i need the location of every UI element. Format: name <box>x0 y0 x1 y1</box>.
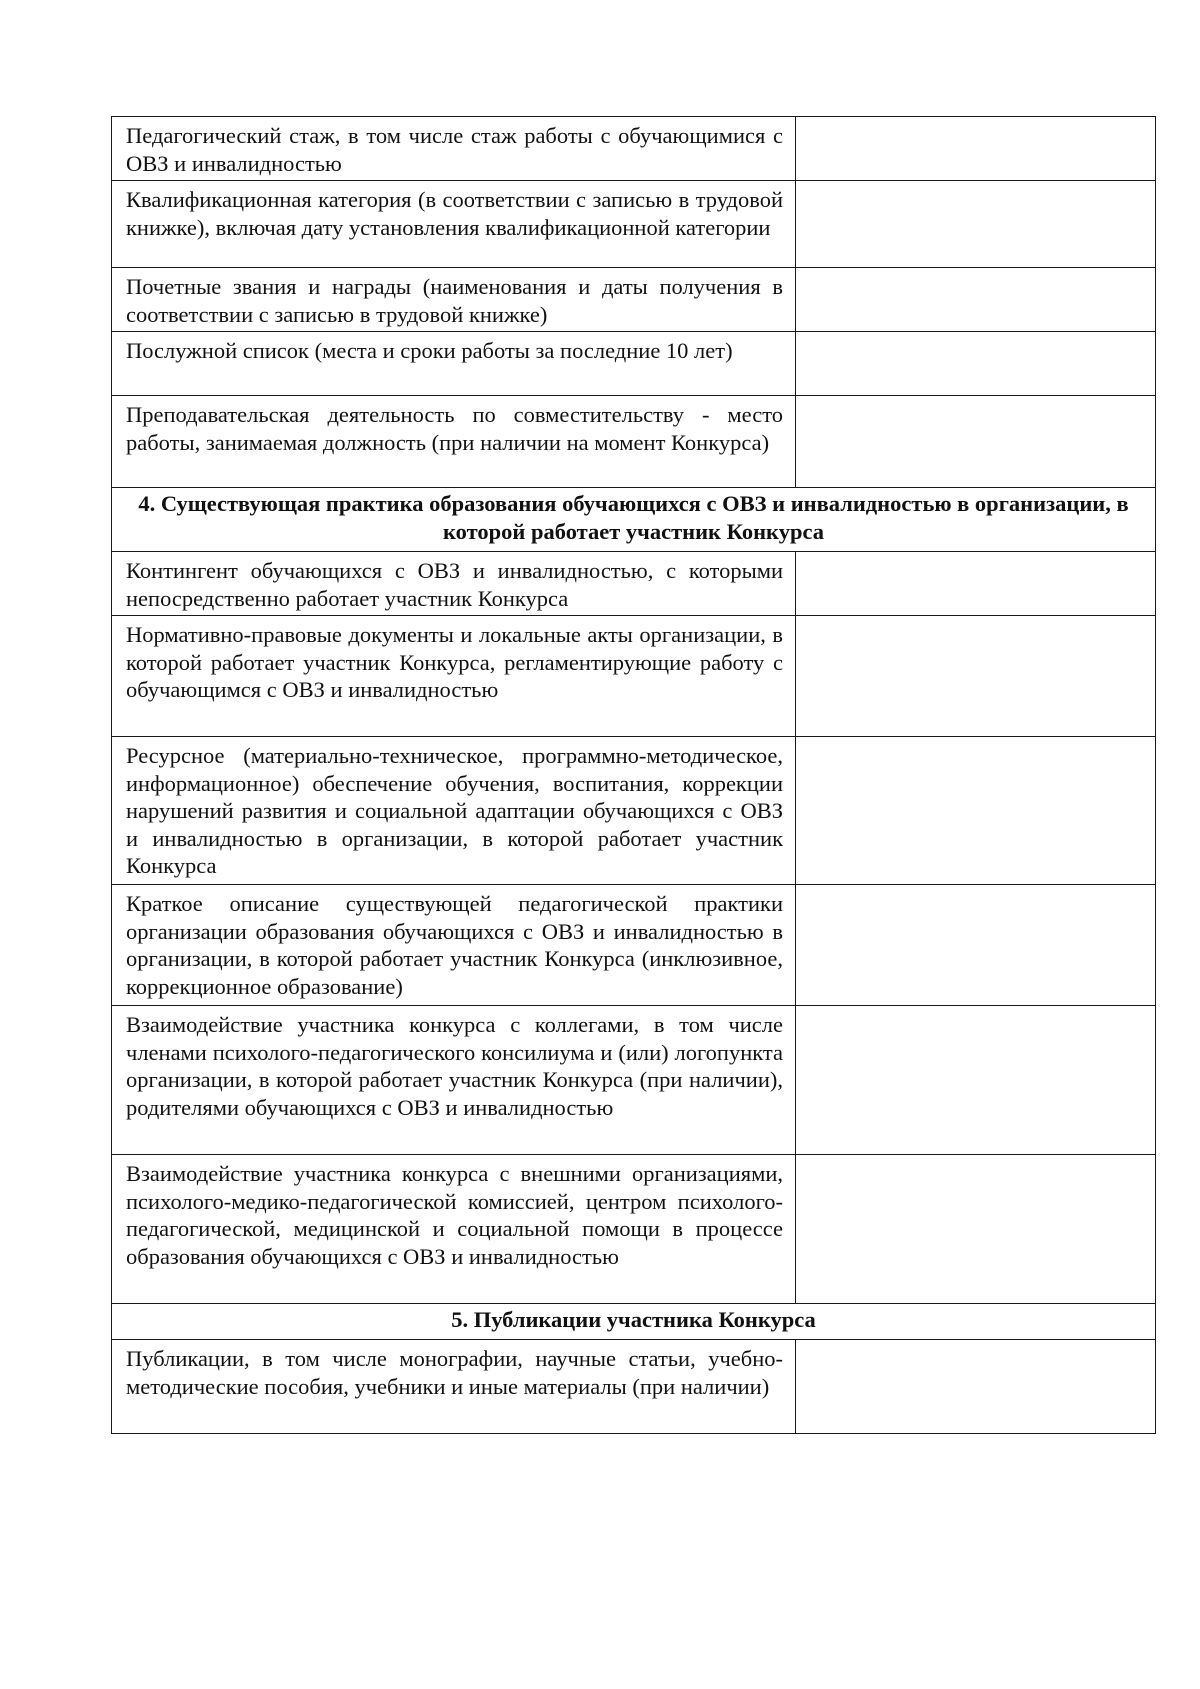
row-label-service-record: Послужной список (места и сроки работы за последние 10 лет) <box>112 332 796 396</box>
row-label-practice-description: Краткое описание существующей педагогической практики организации образования обучающихся с ОВЗ и инвалидностью в организации, в которой работает участник Конкурса (инклюзивное, коррекционное образование) <box>112 885 796 1006</box>
table-row <box>112 737 1156 885</box>
section-4-title: 4. Существующая практика образования обучающихся с ОВЗ и инвалидностью в организации, в которой работает участник Конкурса <box>112 488 1156 552</box>
row-value-pedagogical-experience[interactable] <box>796 117 1156 181</box>
row-value-part-time-teaching[interactable] <box>796 396 1156 488</box>
row-value-external-interaction[interactable] <box>796 1155 1156 1304</box>
row-label-honorary-titles: Почетные звания и награды (наименования и даты получения в соответствии с записью в трудовой книжке) <box>112 268 796 332</box>
table-row <box>112 396 1156 488</box>
table-row <box>112 1340 1156 1434</box>
row-value-colleague-interaction[interactable] <box>796 1006 1156 1155</box>
table-row <box>112 181 1156 268</box>
row-value-student-contingent[interactable] <box>796 552 1156 616</box>
row-value-service-record[interactable] <box>796 332 1156 396</box>
row-label-part-time-teaching: Преподавательская деятельность по совместительству - место работы, занимаемая должность (при наличии на момент Конкурса) <box>112 396 796 488</box>
section-5-title: 5. Публикации участника Конкурса <box>112 1304 1156 1340</box>
row-label-pedagogical-experience: Педагогический стаж, в том числе стаж работы с обучающимися с ОВЗ и инвалидностью <box>112 117 796 181</box>
row-value-regulatory-documents[interactable] <box>796 616 1156 737</box>
table-row <box>112 332 1156 396</box>
row-value-practice-description[interactable] <box>796 885 1156 1006</box>
table-row <box>112 1006 1156 1155</box>
row-label-student-contingent: Контингент обучающихся с ОВЗ и инвалидностью, с которыми непосредственно работает участник Конкурса <box>112 552 796 616</box>
row-label-qualification-category: Квалификационная категория (в соответствии с записью в трудовой книжке), включая дату установления квалификационной категории <box>112 181 796 268</box>
row-value-qualification-category[interactable] <box>796 181 1156 268</box>
table-row <box>112 616 1156 737</box>
row-value-honorary-titles[interactable] <box>796 268 1156 332</box>
table-row <box>112 1155 1156 1304</box>
table-row <box>112 268 1156 332</box>
row-value-publications[interactable] <box>796 1340 1156 1434</box>
row-label-publications: Публикации, в том числе монографии, научные статьи, учебно-методические пособия, учебники и иные материалы (при наличии) <box>112 1340 796 1434</box>
section-header-row <box>112 488 1156 552</box>
row-label-external-interaction: Взаимодействие участника конкурса с внешними организациями, психолого-медико-педагогической комиссией, центром психолого-педагогической, медицинской и социальной помощи в процессе образования обучающихся с ОВЗ и инвалидностью <box>112 1155 796 1304</box>
row-value-resource-provision[interactable] <box>796 737 1156 885</box>
table-row <box>112 885 1156 1006</box>
table-row <box>112 552 1156 616</box>
row-label-colleague-interaction: Взаимодействие участника конкурса с коллегами, в том числе членами психолого-педагогического консилиума и (или) логопункта организации, в которой работает участник Конкурса (при наличии), родителями обучающихся с ОВЗ и инвалидностью <box>112 1006 796 1155</box>
application-form-table <box>111 116 1156 1434</box>
table-row <box>112 117 1156 181</box>
section-header-row <box>112 1304 1156 1340</box>
row-label-regulatory-documents: Нормативно-правовые документы и локальные акты организации, в которой работает участник Конкурса, регламентирующие работу с обучающимся с ОВЗ и инвалидностью <box>112 616 796 737</box>
row-label-resource-provision: Ресурсное (материально-техническое, программно-методическое, информационное) обеспечение обучения, воспитания, коррекции нарушений развития и социальной адаптации обучающихся с ОВЗ и инвалидностью в организации, в которой работает участник Конкурса <box>112 737 796 885</box>
